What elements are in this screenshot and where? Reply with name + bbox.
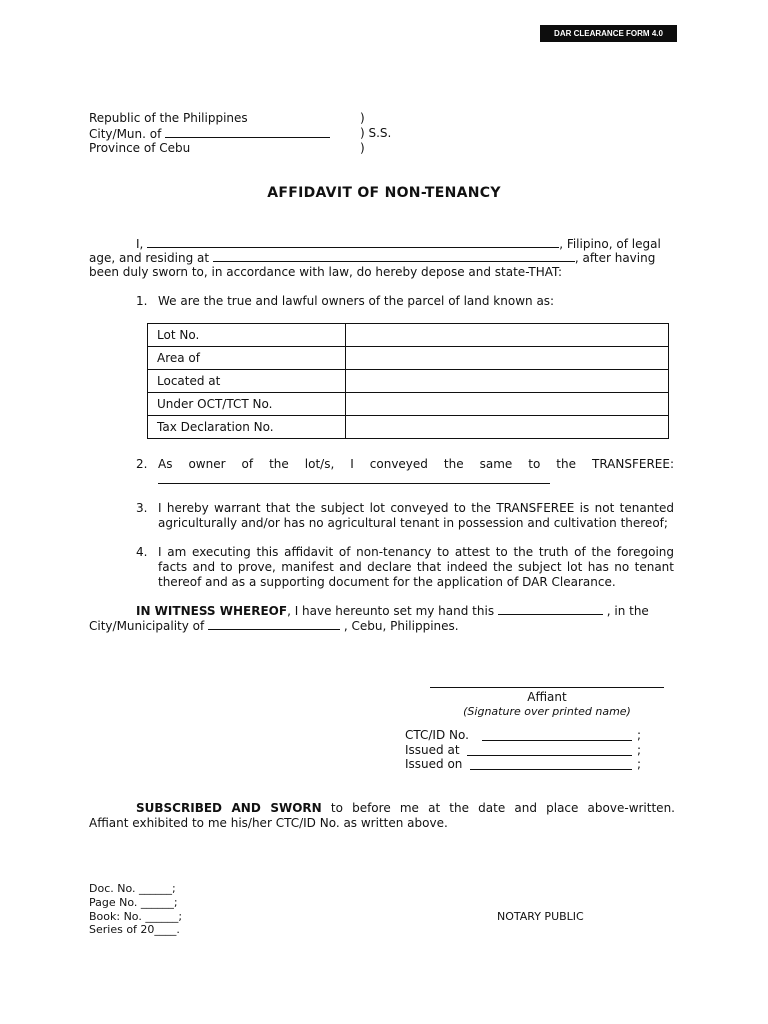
tax-declaration-value[interactable]	[346, 416, 669, 439]
lot-table	[147, 323, 669, 439]
item-4-number: 4.	[136, 545, 148, 559]
venue-ss: ) S.S.	[360, 126, 392, 140]
table-row	[148, 393, 669, 416]
item-4-line-2: facts and to prove, manifest and declare that indeed the subject lot has no tenant	[158, 560, 674, 574]
witness-date-blank[interactable]	[498, 603, 603, 615]
issued-at-semicolon: ;	[637, 743, 642, 757]
subscribed-text-1: to before me at the date and place above-written.	[330, 801, 675, 815]
subscribed-line-2: Affiant exhibited to me his/her CTC/ID No. as written above.	[89, 816, 448, 830]
item-3	[158, 501, 674, 531]
intro-age-residing: age, and residing at	[89, 251, 210, 265]
affiant-name-blank[interactable]	[147, 236, 559, 248]
lot-value[interactable]	[346, 324, 669, 347]
ctc-semicolon: ;	[637, 728, 642, 742]
table-row	[148, 347, 669, 370]
location-value[interactable]	[346, 370, 669, 393]
doc-no: Doc. No. ______;	[89, 882, 176, 895]
lot-label: Lot No.	[148, 324, 346, 347]
witness-text-2: , in the	[606, 604, 649, 618]
witness-city-blank[interactable]	[208, 618, 340, 630]
witness-cebu: , Cebu, Philippines.	[343, 619, 459, 633]
ctc-label: CTC/ID No.	[405, 728, 469, 742]
intro-line-2	[89, 250, 655, 265]
table-row	[148, 416, 669, 439]
oct-tct-label: Under OCT/TCT No.	[148, 393, 346, 416]
item-4	[158, 545, 674, 590]
area-label: Area of	[148, 347, 346, 370]
tax-declaration-label: Tax Declaration No.	[148, 416, 346, 439]
intro-filipino: , Filipino, of legal	[559, 237, 661, 251]
venue-province: Province of Cebu	[89, 141, 191, 155]
subscribed-heading: SUBSCRIBED AND SWORN	[136, 801, 322, 815]
witness-city-label: City/Municipality of	[89, 619, 205, 633]
signature-note: (Signature over printed name)	[463, 705, 631, 718]
venue-republic: Republic of the Philippines	[89, 111, 248, 125]
item-3-number: 3.	[136, 501, 148, 515]
issued-at-label: Issued at	[405, 743, 460, 757]
venue-paren-3: )	[360, 141, 365, 155]
intro-line-1	[136, 236, 661, 251]
item-3-line-1: I hereby warrant that the subject lot conveyed to the TRANSFEREE is not tenanted	[158, 501, 674, 515]
page-no: Page No. ______;	[89, 896, 178, 909]
affiant-label: Affiant	[527, 690, 567, 704]
subscribed	[89, 801, 675, 831]
issued-on-semicolon: ;	[637, 757, 642, 771]
witness-heading: IN WITNESS WHEREOF	[136, 604, 288, 618]
venue-paren-1: )	[360, 111, 365, 125]
table-row	[148, 324, 669, 347]
witness-line-2	[89, 618, 459, 633]
book-no: Book: No. ______;	[89, 910, 183, 923]
item-4-line-3: thereof and as a supporting document for the application of DAR Clearance.	[158, 575, 616, 589]
residence-blank[interactable]	[213, 250, 575, 262]
item-2-number: 2.	[136, 457, 148, 471]
witness-line-1	[136, 603, 649, 618]
intro-i: I,	[136, 237, 144, 251]
item-2	[158, 457, 674, 488]
item-2-text: As owner of the lot/s, I conveyed the same to the TRANSFEREE:	[158, 457, 674, 471]
subscribed-line-1	[89, 801, 675, 816]
notary-public: NOTARY PUBLIC	[497, 910, 584, 923]
location-label: Located at	[148, 370, 346, 393]
table-row	[148, 370, 669, 393]
transferee-blank[interactable]	[158, 472, 550, 484]
issued-at-blank[interactable]	[467, 744, 632, 756]
issued-on-blank[interactable]	[470, 758, 632, 770]
intro-sworn: been duly sworn to, in accordance with law, do hereby depose and state-THAT:	[89, 265, 563, 279]
issued-on-label: Issued on	[405, 757, 463, 771]
document-title: AFFIDAVIT OF NON-TENANCY	[267, 185, 501, 201]
ctc-blank[interactable]	[482, 729, 632, 741]
intro-after-having: , after having	[574, 251, 656, 265]
area-value[interactable]	[346, 347, 669, 370]
signature-line[interactable]	[430, 687, 664, 688]
item-3-line-2: agriculturally and/or has no agricultural tenant in possession and cultivation thereof;	[158, 516, 668, 530]
oct-tct-value[interactable]	[346, 393, 669, 416]
venue-city-label: City/Mun. of	[89, 127, 162, 141]
venue-city-blank[interactable]	[165, 126, 330, 138]
item-1-text: We are the true and lawful owners of the parcel of land known as:	[158, 294, 555, 308]
witness-text-1: , I have hereunto set my hand this	[287, 604, 495, 618]
item-1-number: 1.	[136, 294, 148, 308]
series: Series of 20____.	[89, 923, 180, 936]
venue-city	[89, 126, 330, 141]
item-4-line-1: I am executing this affidavit of non-tenancy to attest to the truth of the foregoing	[158, 545, 674, 559]
form-badge: DAR CLEARANCE FORM 4.0	[540, 25, 677, 42]
